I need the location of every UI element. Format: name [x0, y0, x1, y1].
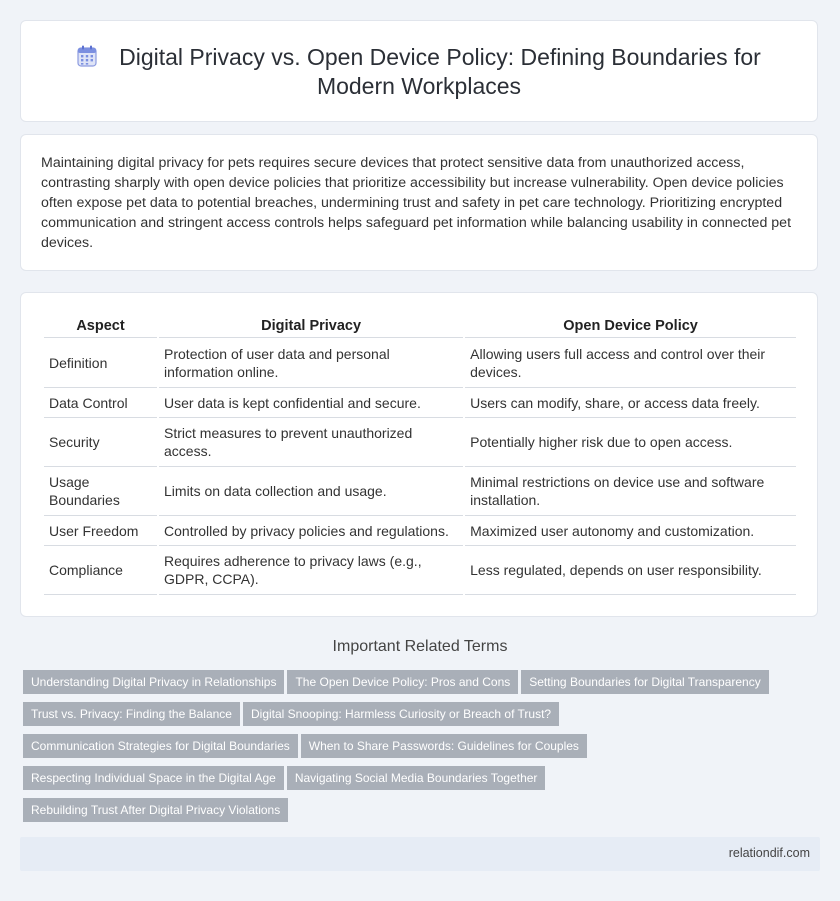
- footer-site-link[interactable]: relationdif.com: [728, 846, 810, 860]
- calendar-grid-icon: [77, 45, 97, 67]
- table-cell-privacy: Strict measures to prevent unauthorized access.: [159, 418, 463, 467]
- table-cell-open: Less regulated, depends on user responsibility.: [465, 546, 796, 595]
- header-digital-privacy: Digital Privacy: [159, 315, 463, 338]
- related-term-tag[interactable]: Trust vs. Privacy: Finding the Balance: [23, 702, 240, 726]
- related-term-tag[interactable]: Digital Snooping: Harmless Curiosity or Breach of Trust?: [243, 702, 559, 726]
- table-cell-privacy: Controlled by privacy policies and regulations.: [159, 516, 463, 546]
- header-open-device-policy: Open Device Policy: [465, 315, 796, 338]
- related-term-tag[interactable]: Navigating Social Media Boundaries Together: [287, 766, 546, 790]
- table-cell-open: Users can modify, share, or access data freely.: [465, 388, 796, 418]
- intro-card: [20, 134, 818, 271]
- related-term-tag[interactable]: When to Share Passwords: Guidelines for Couples: [301, 734, 587, 758]
- related-term-tag[interactable]: Communication Strategies for Digital Boundaries: [23, 734, 298, 758]
- table-cell-aspect: Definition: [44, 338, 157, 388]
- related-terms-heading: Important Related Terms: [332, 638, 508, 655]
- related-term-tag[interactable]: Setting Boundaries for Digital Transparency: [521, 670, 768, 694]
- table-cell-open: Allowing users full access and control over their devices.: [465, 338, 796, 388]
- table-cell-open: Minimal restrictions on device use and software installation.: [465, 467, 796, 516]
- table-cell-privacy: User data is kept confidential and secure.: [159, 388, 463, 418]
- related-term-tag[interactable]: The Open Device Policy: Pros and Cons: [287, 670, 518, 694]
- comparison-card: [20, 292, 818, 617]
- footer: [20, 837, 820, 871]
- related-term-tag[interactable]: Understanding Digital Privacy in Relationships: [23, 670, 284, 694]
- table-cell-privacy: Protection of user data and personal information online.: [159, 338, 463, 388]
- table-row: [44, 338, 796, 388]
- table-cell-aspect: Compliance: [44, 546, 157, 595]
- related-term-tag[interactable]: Respecting Individual Space in the Digital Age: [23, 766, 284, 790]
- table-cell-privacy: Requires adherence to privacy laws (e.g., GDPR, CCPA).: [159, 546, 463, 595]
- table-cell-aspect: Usage Boundaries: [44, 467, 157, 516]
- title-card: [20, 20, 818, 122]
- table-row: [44, 546, 796, 595]
- table-row: [44, 418, 796, 467]
- page-title: [21, 43, 817, 101]
- comparison-table: [42, 315, 798, 595]
- table-row: [44, 467, 796, 516]
- related-term-tag[interactable]: Rebuilding Trust After Digital Privacy Violations: [23, 798, 288, 822]
- table-cell-aspect: User Freedom: [44, 516, 157, 546]
- table-cell-open: Maximized user autonomy and customization.: [465, 516, 796, 546]
- table-row: [44, 388, 796, 418]
- table-row: [44, 516, 796, 546]
- table-header-row: [44, 315, 796, 338]
- related-terms-list: [23, 670, 803, 830]
- intro-paragraph: Maintaining digital privacy for pets requires secure devices that protect sensitive data from unauthorized access, contrasting sharply with open device policies that prioritize accessibility but increase vulnerability. Open device policies often expose pet data to potential breaches, undermining trust and safety in pet care technology. Prioritizing encrypted communication and stringent access controls helps safeguard pet information while balancing usability in connected pet devices.: [41, 155, 792, 251]
- table-cell-aspect: Security: [44, 418, 157, 467]
- table-cell-aspect: Data Control: [44, 388, 157, 418]
- title-line-1: Digital Privacy vs. Open Device Policy: Defining Boundaries for: [119, 44, 761, 70]
- header-aspect: Aspect: [44, 315, 157, 338]
- table-cell-privacy: Limits on data collection and usage.: [159, 467, 463, 516]
- title-line-2: Modern Workplaces: [316, 73, 522, 99]
- table-cell-open: Potentially higher risk due to open access.: [465, 418, 796, 467]
